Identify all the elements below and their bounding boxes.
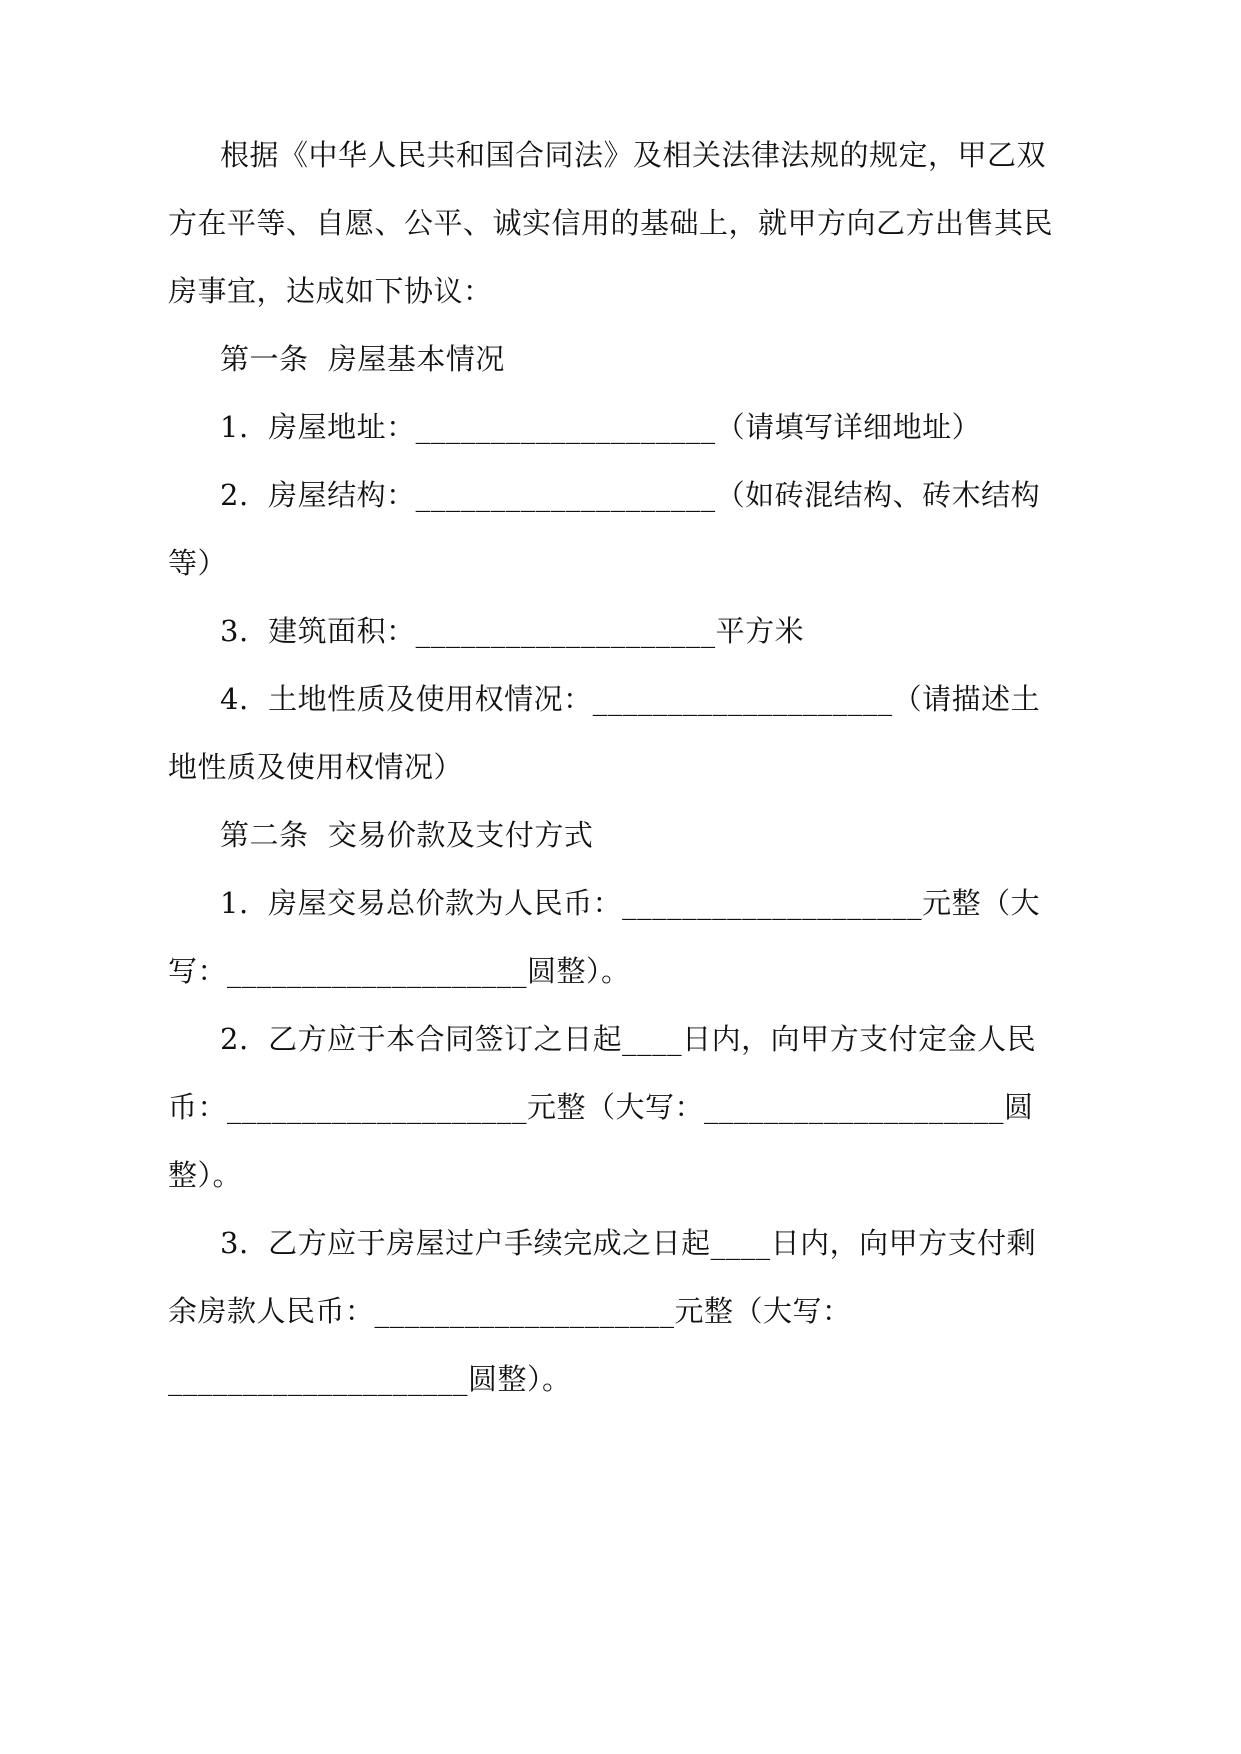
section-heading: 第一条 房屋基本情况 <box>220 342 505 376</box>
text-line: 方在平等、自愿、公平、诚实信用的基础上，就甲方向乙方出售其民 <box>168 206 1054 240</box>
text-line: 整）。 <box>168 1158 243 1192</box>
text-line: 3. 建筑面积：____________________平方米 <box>220 614 805 648</box>
text-line: 房事宜，达成如下协议： <box>168 274 493 308</box>
text-line: 等） <box>168 546 228 580</box>
text-line: 1. 房屋交易总价款为人民币：____________________元整（大 <box>220 886 1041 920</box>
text-line: 3. 乙方应于房屋过户手续完成之日起____日内，向甲方支付剩 <box>220 1226 1037 1260</box>
text-line: 2. 乙方应于本合同签订之日起____日内，向甲方支付定金人民 <box>220 1022 1037 1056</box>
text-line: 地性质及使用权情况） <box>168 750 464 784</box>
text-line: 根据《中华人民共和国合同法》及相关法律法规的规定，甲乙双 <box>220 138 1047 172</box>
text-line: 币：____________________元整（大写：____________________圆 <box>168 1090 1034 1124</box>
text-line: ____________________圆整）。 <box>168 1362 572 1396</box>
text-line: 2. 房屋结构：____________________（如砖混结构、砖木结构 <box>220 478 1041 512</box>
text-line: 余房款人民币：____________________元整（大写： <box>168 1294 852 1328</box>
text-line: 4. 土地性质及使用权情况：____________________（请描述土 <box>220 682 1041 716</box>
text-line: 写：____________________圆整）。 <box>168 954 631 988</box>
section-heading: 第二条 交易价款及支付方式 <box>220 818 594 852</box>
text-line: 1. 房屋地址：____________________（请填写详细地址） <box>220 410 982 444</box>
